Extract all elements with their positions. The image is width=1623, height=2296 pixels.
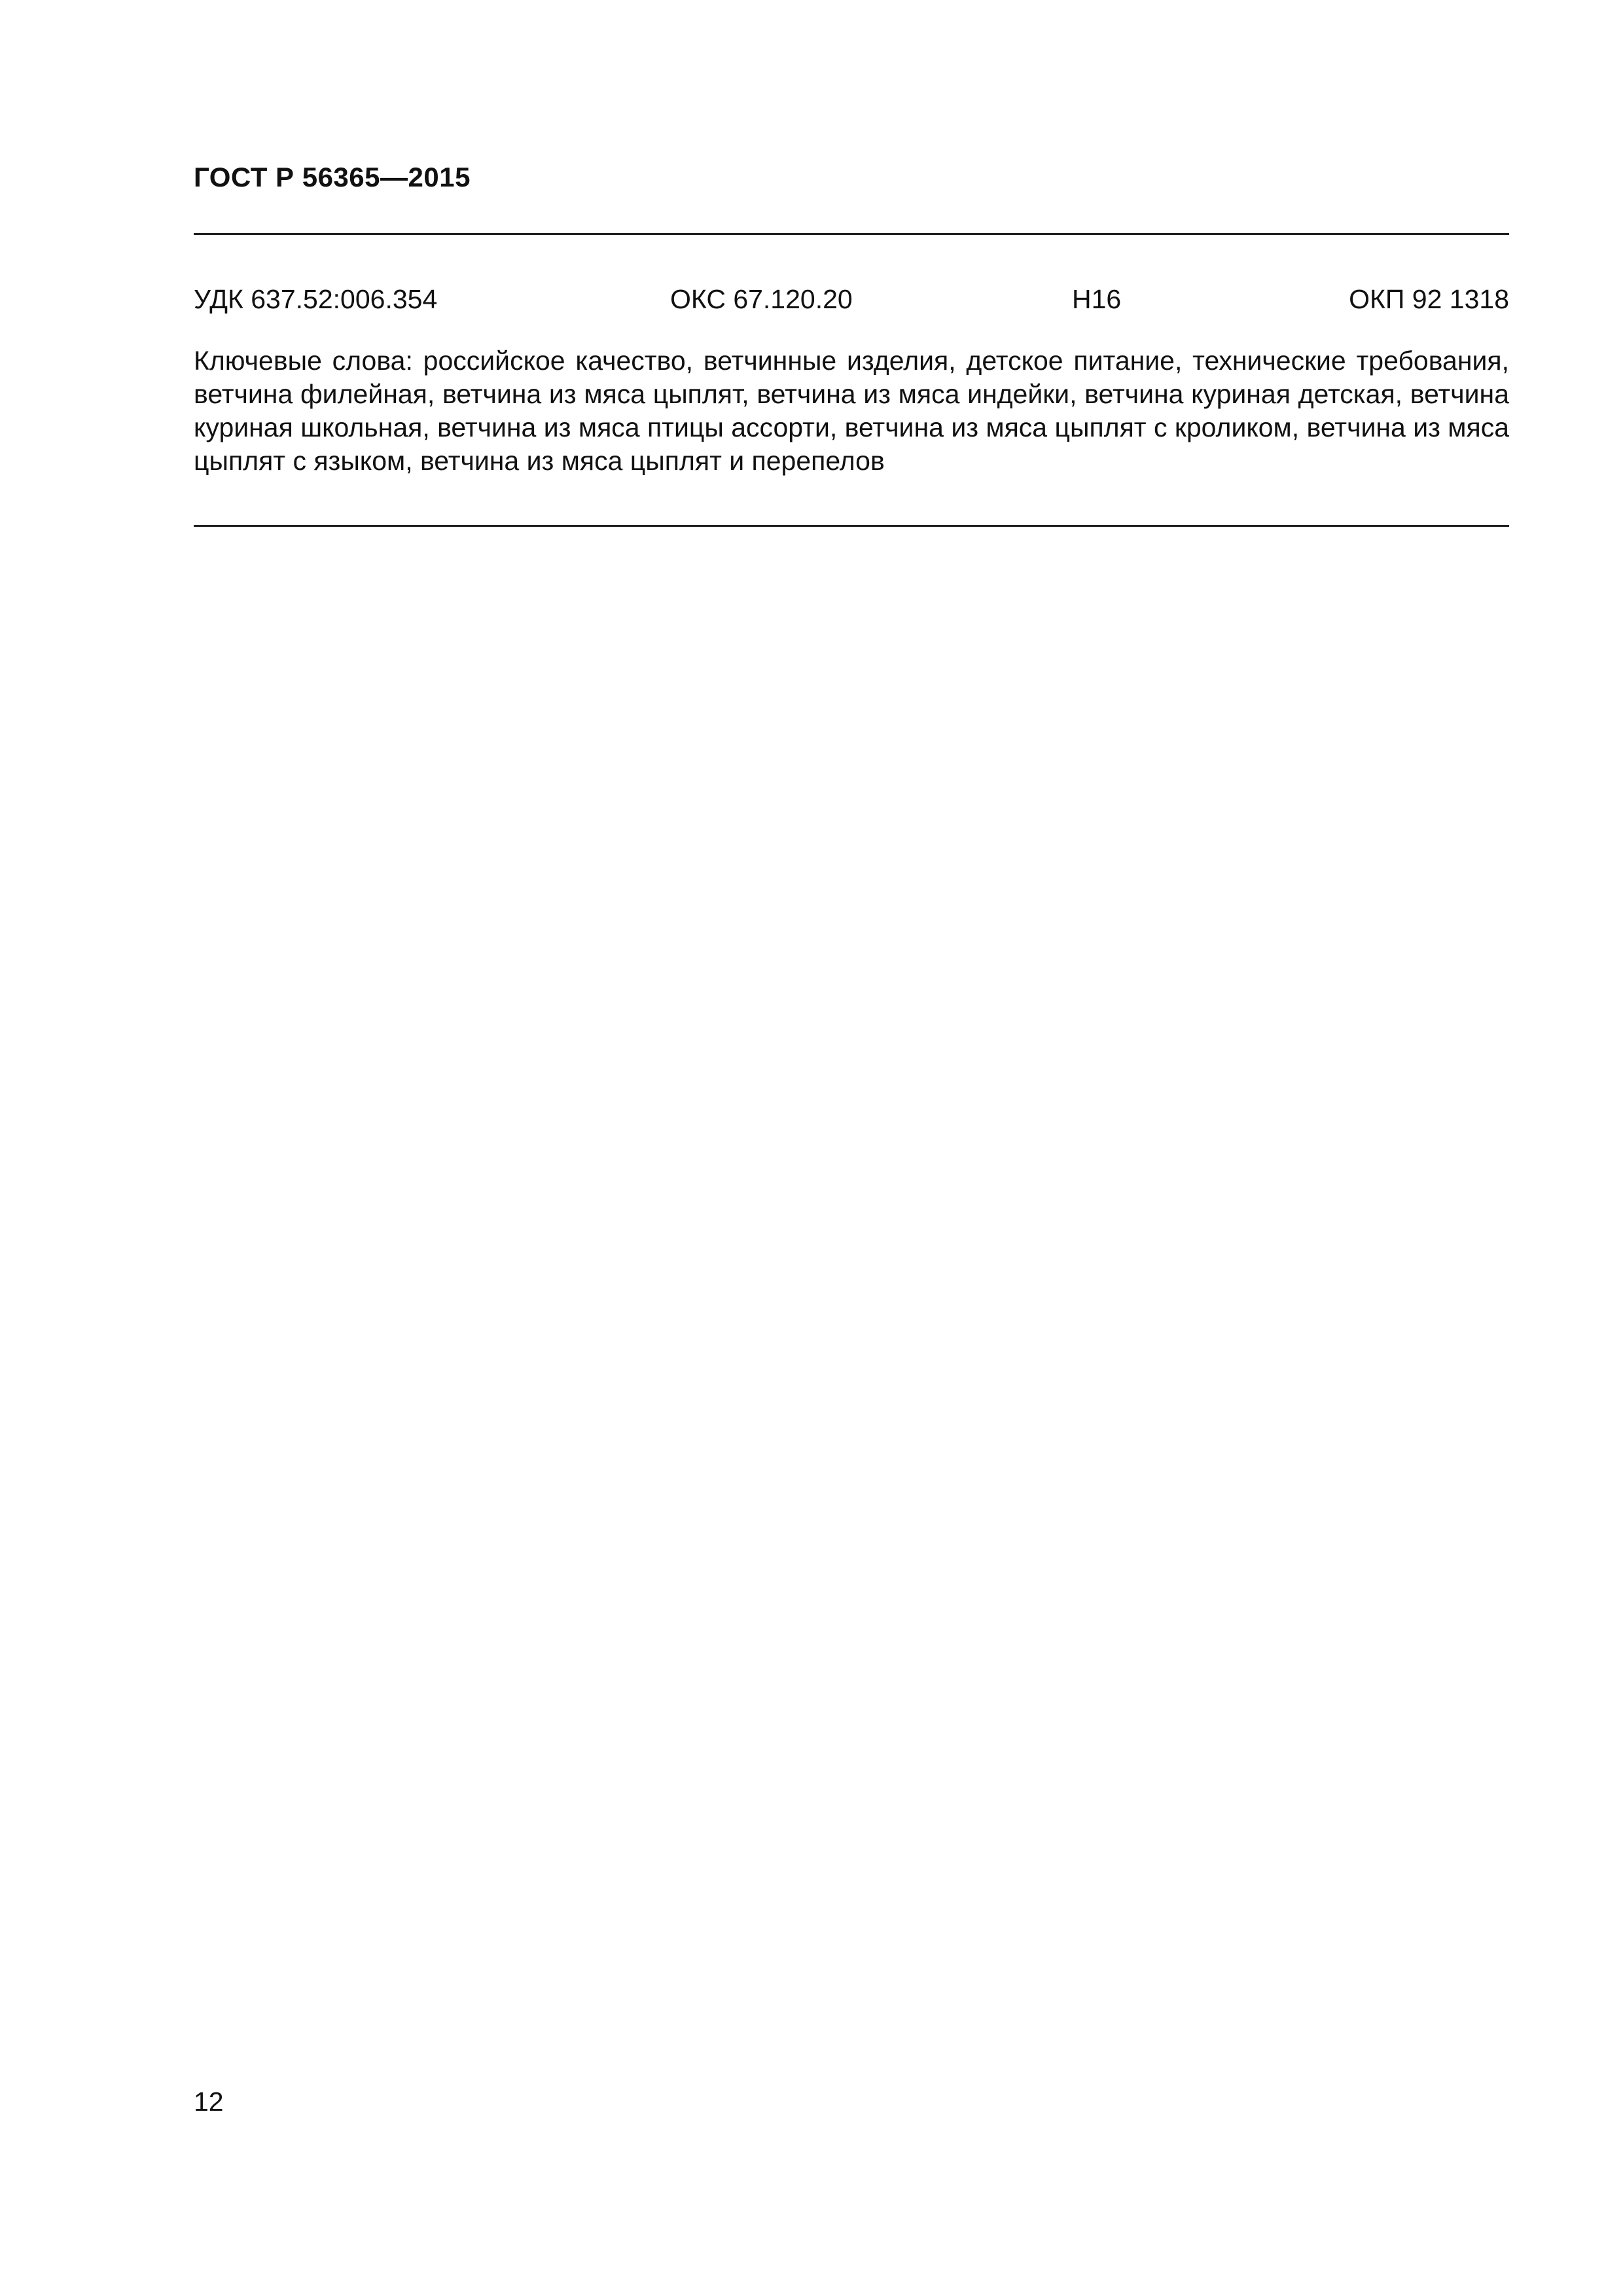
oks-code: ОКС 67.120.20 xyxy=(670,284,853,314)
page-number: 12 xyxy=(194,2087,224,2117)
top-divider xyxy=(194,233,1509,235)
standard-number-header: ГОСТ Р 56365—2015 xyxy=(194,162,471,192)
okp-code: ОКП 92 1318 xyxy=(1349,284,1509,314)
keywords-paragraph: Ключевые слова: российское качество, ветчинные изделия, детское питание, технические требования, ветчина филейная, ветчина из мяса цыплят, ветчина из мяса индейки, ветчина куриная детская, ветчина куриная школьная, ветчина из мяса птицы ассорти, ветчина из мяса цыплят с кроликом, ветчина из мяса цыплят с языком, ветчина из мяса цыплят и перепелов xyxy=(194,346,1509,476)
bottom-divider xyxy=(194,525,1509,527)
udk-code: УДК 637.52:006.354 xyxy=(194,284,438,314)
classification-codes-row xyxy=(194,281,1509,317)
group-code: Н16 xyxy=(1072,284,1122,314)
